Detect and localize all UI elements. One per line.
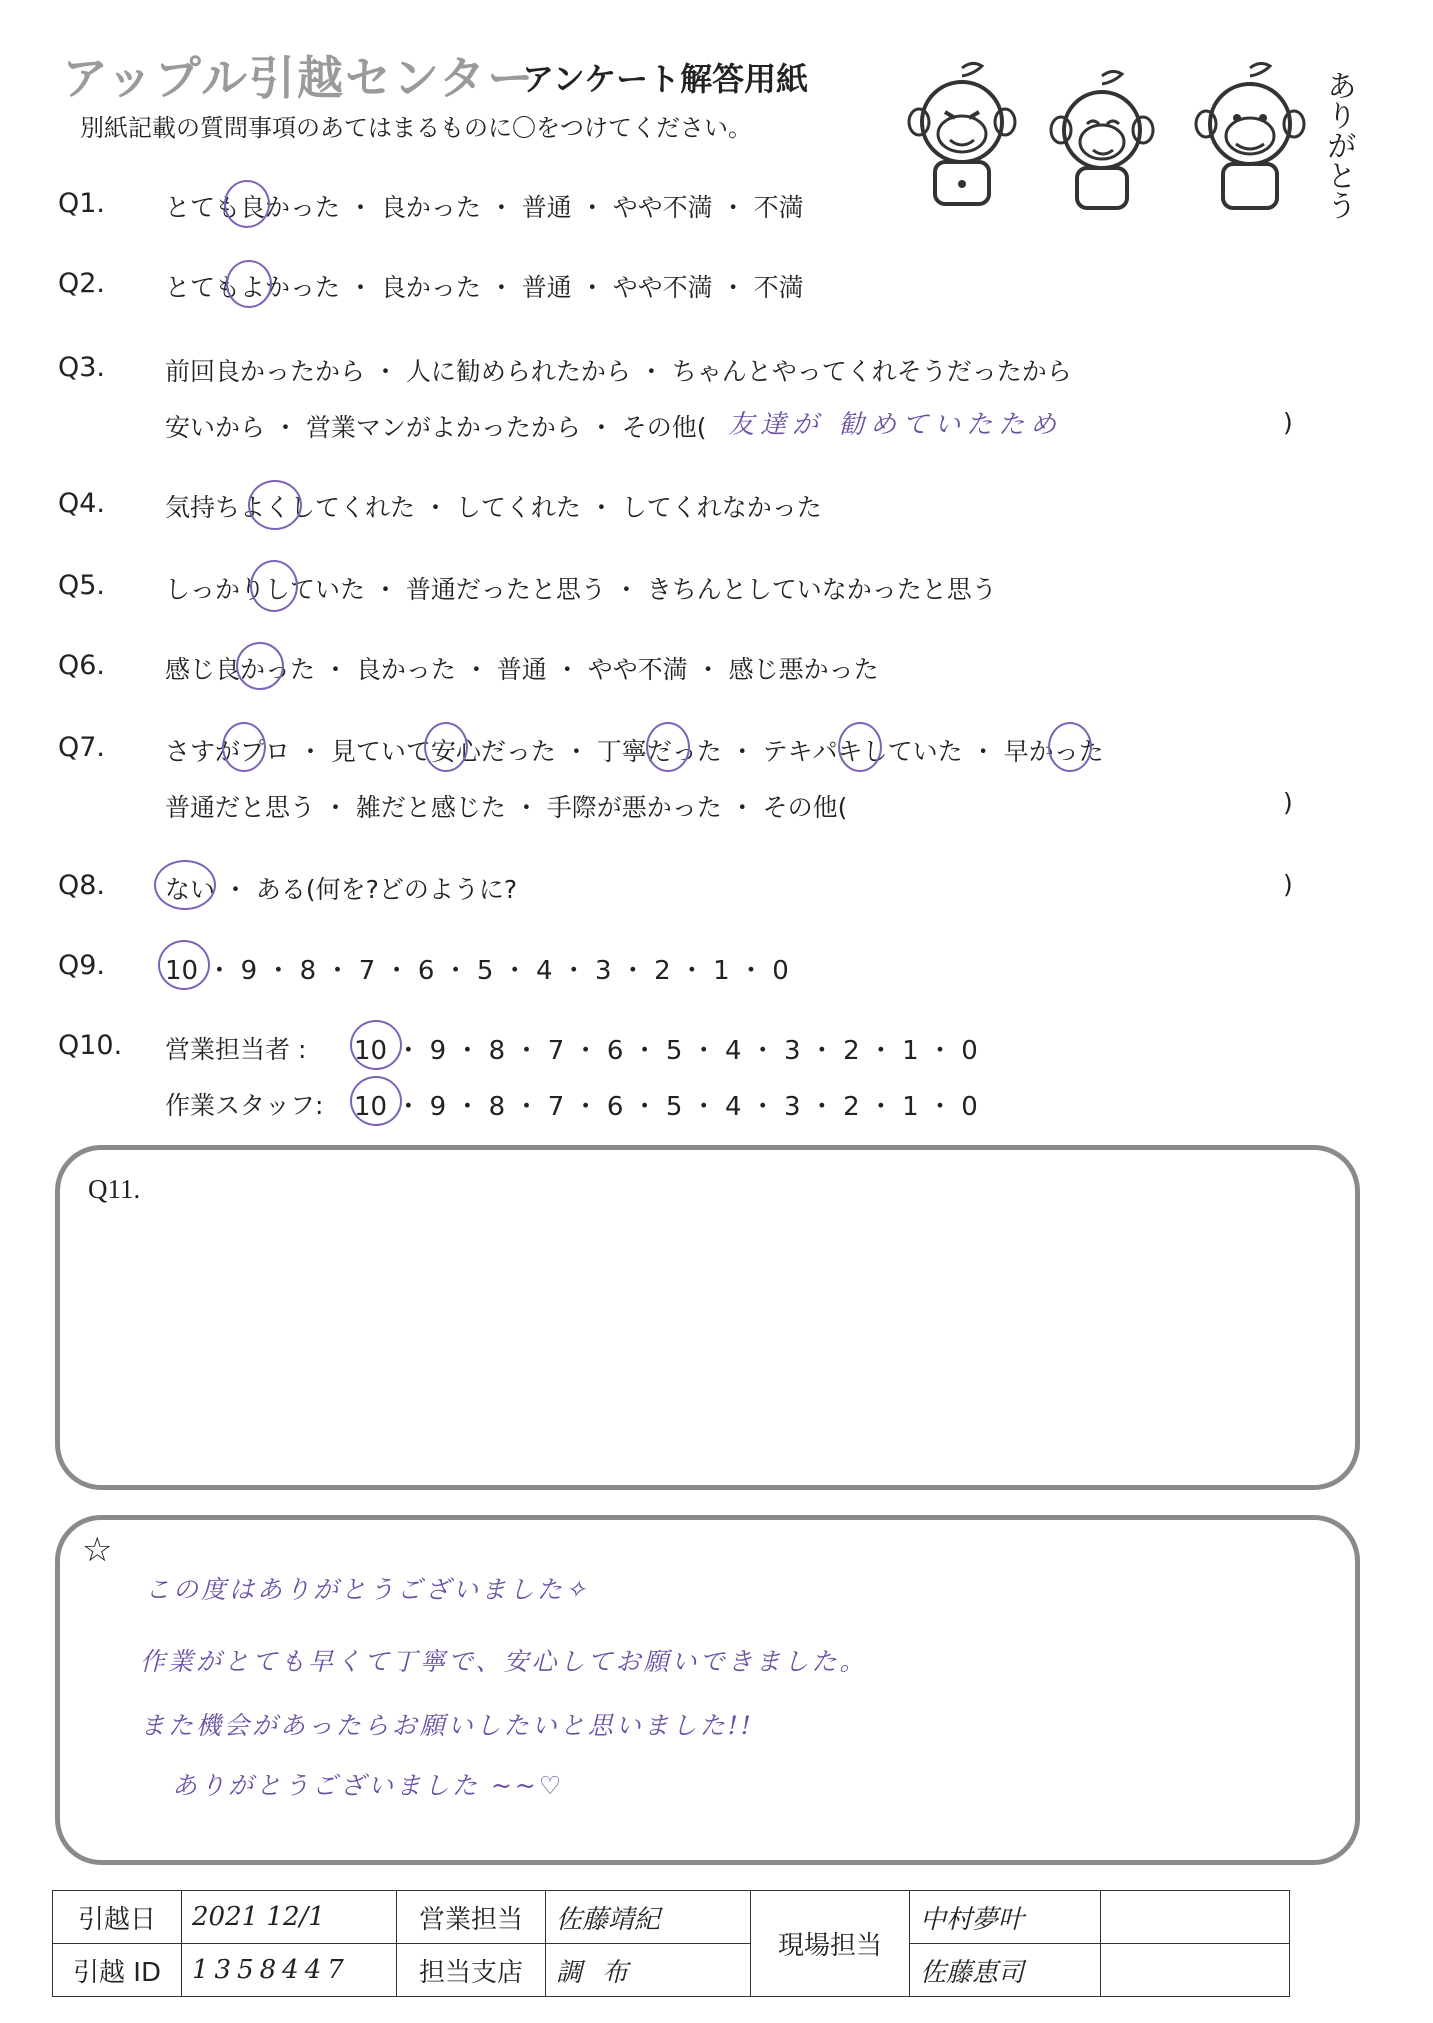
- q8-options[interactable]: ない ・ ある(何を?どのように?: [165, 875, 518, 904]
- q3-options-line2[interactable]: 安いから ・ 営業マンがよかったから ・ その他(: [165, 413, 707, 442]
- message-line: ありがとうございました ~~♡: [172, 1771, 565, 1800]
- q5-options[interactable]: しっかりしていた ・ 普通だったと思う ・ きちんとしていなかったと思う: [165, 575, 997, 604]
- q11-label: Q11.: [88, 1174, 141, 1204]
- q10-staff-label: 作業スタッフ:: [165, 1091, 324, 1120]
- message-line: また機会があったらお願いしたいと思いました!!: [140, 1711, 754, 1740]
- close-paren: ): [1283, 788, 1293, 817]
- sales-value: 佐藤靖紀: [546, 1891, 751, 1944]
- answer-circle: [248, 480, 302, 530]
- q5-label: Q5.: [58, 570, 106, 601]
- monkey-icon: [1045, 70, 1160, 220]
- q7-options-line1[interactable]: さすがプロ ・ 見ていて安心だった ・ 丁寧だった ・ テキパキしていた ・ 早かった: [165, 737, 1104, 766]
- q4-options[interactable]: 気持ちよくしてくれた ・ してくれた ・ してくれなかった: [165, 493, 822, 522]
- q10-sales-label: 営業担当者 :: [165, 1035, 307, 1064]
- q4-label: Q4.: [58, 488, 106, 519]
- empty-cell: [1101, 1944, 1290, 1997]
- q9-scale[interactable]: 10 ・ 9 ・ 8 ・ 7 ・ 6 ・ 5 ・ 4 ・ 3 ・ 2 ・ 1 ・ 0: [165, 956, 789, 986]
- q10-staff-scale[interactable]: 10 ・ 9 ・ 8 ・ 7 ・ 6 ・ 5 ・ 4 ・ 3 ・ 2 ・ 1 ・ 0: [354, 1092, 978, 1122]
- q2-label: Q2.: [58, 268, 106, 299]
- site-value-2: 佐藤恵司: [910, 1944, 1101, 1997]
- branch-value: 調布: [546, 1944, 751, 1997]
- answer-circle: [236, 642, 284, 690]
- instruction-text: 別紙記載の質問事項のあてはまるものに〇をつけてください。: [80, 114, 752, 142]
- answer-circle: [838, 722, 882, 772]
- message-line: 作業がとても早くて丁寧で、安心してお願いできました。: [140, 1647, 868, 1676]
- move-id-label: 引越 ID: [53, 1944, 182, 1997]
- site-label: 現場担当: [751, 1891, 910, 1997]
- branch-label: 担当支店: [397, 1944, 546, 1997]
- sales-label: 営業担当: [397, 1891, 546, 1944]
- answer-circle: [646, 722, 690, 772]
- monkey-icon: [905, 60, 1020, 220]
- q1-options[interactable]: とても良かった ・ 良かった ・ 普通 ・ やや不満 ・ 不満: [165, 193, 804, 222]
- move-date-label: 引越日: [53, 1891, 182, 1944]
- monkey-icon: [1190, 62, 1310, 222]
- message-line: この度はありがとうございました✧: [145, 1575, 589, 1604]
- q11-comment-box[interactable]: [55, 1145, 1360, 1490]
- empty-cell: [1101, 1891, 1290, 1944]
- message-box[interactable]: [55, 1515, 1360, 1865]
- answer-circle: [250, 560, 298, 612]
- answer-circle: [424, 722, 468, 772]
- arigatou-text: ありがとう: [1321, 70, 1356, 220]
- q1-label: Q1.: [58, 188, 106, 219]
- q10-label: Q10.: [58, 1030, 123, 1061]
- move-id-value: 1358447: [182, 1944, 397, 1997]
- q3-options-line1[interactable]: 前回良かったから ・ 人に勧められたから ・ ちゃんとやってくれそうだったから: [165, 357, 1072, 386]
- q3-label: Q3.: [58, 352, 106, 383]
- answer-circle: [222, 722, 266, 772]
- q2-options[interactable]: とてもよかった ・ 良かった ・ 普通 ・ やや不満 ・ 不満: [165, 273, 804, 302]
- q6-options[interactable]: 感じ良かった ・ 良かった ・ 普通 ・ やや不満 ・ 感じ悪かった: [165, 655, 879, 684]
- answer-circle: [350, 1076, 402, 1126]
- close-paren: ): [1283, 870, 1293, 899]
- q6-label: Q6.: [58, 650, 106, 681]
- close-paren: ): [1283, 408, 1293, 437]
- form-title: アンケート解答用紙: [522, 60, 809, 98]
- answer-circle: [350, 1020, 402, 1070]
- answer-circle: [154, 860, 216, 910]
- q7-label: Q7.: [58, 732, 106, 763]
- answer-circle: [158, 940, 210, 990]
- company-title: アップル引越センター: [62, 51, 536, 105]
- answer-circle: [224, 180, 270, 228]
- move-date-value: 2021 12/1: [182, 1891, 397, 1944]
- answer-circle: [1048, 722, 1092, 772]
- site-value-1: 中村夢叶: [910, 1891, 1101, 1944]
- q3-handwritten-other: 友達が 勧めていたため: [728, 410, 1063, 440]
- answer-circle: [226, 260, 272, 308]
- q8-label: Q8.: [58, 870, 106, 901]
- q10-sales-scale[interactable]: 10 ・ 9 ・ 8 ・ 7 ・ 6 ・ 5 ・ 4 ・ 3 ・ 2 ・ 1 ・ 0: [354, 1036, 978, 1066]
- q7-options-line2[interactable]: 普通だと思う ・ 雑だと感じた ・ 手際が悪かった ・ その他(: [165, 793, 848, 822]
- move-info-table: [52, 1890, 1290, 1997]
- star-icon: ☆: [82, 1530, 113, 1570]
- q9-label: Q9.: [58, 950, 106, 981]
